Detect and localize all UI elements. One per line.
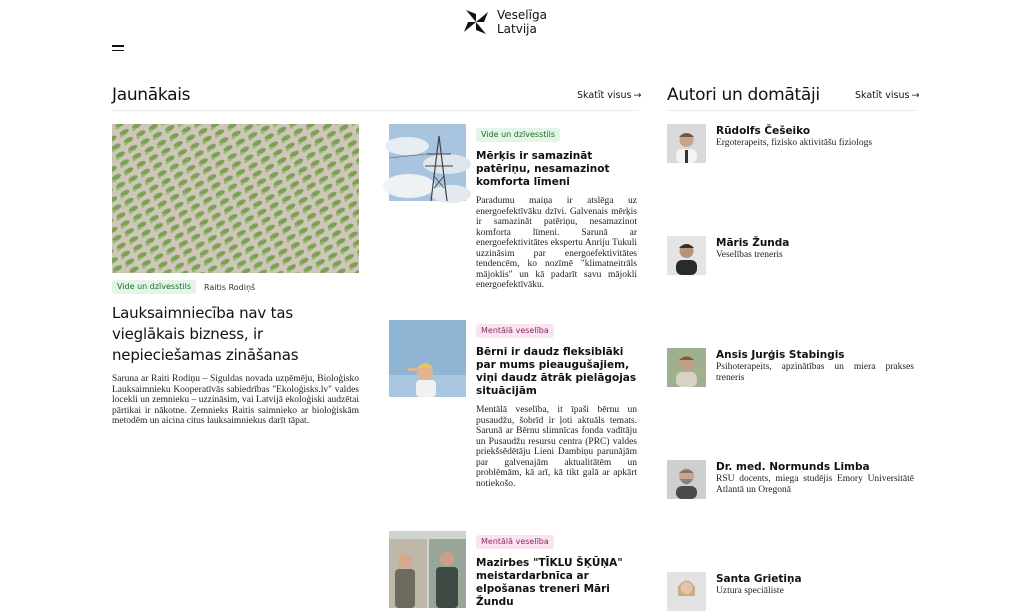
category-tag[interactable]: Vide un dzīvesstils bbox=[476, 128, 560, 142]
power-tower-image bbox=[389, 124, 466, 201]
corn-field-image bbox=[112, 124, 359, 273]
latest-section-title: Jaunākais bbox=[112, 85, 191, 105]
article-title[interactable]: Bērni ir daudz fleksiblāki par mums pieaugušajiem, viņi daudz ātrāk pielāgojas situācijām bbox=[476, 346, 637, 397]
authors-section-title: Autori un domātāji bbox=[667, 85, 820, 105]
category-tag[interactable]: Mentālā veselība bbox=[476, 535, 554, 549]
author-photo bbox=[667, 124, 706, 163]
featured-article-title[interactable]: Lauksaimniecība nav tas vieglākais bizness, ir nepieciešamas zināšanas bbox=[112, 304, 299, 364]
category-tag[interactable]: Vide un dzīvesstils bbox=[112, 280, 196, 294]
article-image[interactable] bbox=[389, 124, 466, 201]
featured-article-excerpt: Saruna ar Raiti Rodiņu – Siguldas novada uzņēmēju, Bioloģisko Lauksaimnieku Kooperatīvās sabiedrības "Ekoloģisks.lv" valdes locekli un zemnieku – uzzināsim, vai Latvijā ekoloģiski audzētai pārtikai ir nākotne. Zemnieks Raitis saimnieko ar bioloģiskām metodēm un aicina citus lauksaimniekus darīt tāpat. bbox=[112, 374, 359, 426]
article-text bbox=[476, 124, 637, 291]
author-photo bbox=[667, 460, 706, 499]
avatar[interactable] bbox=[667, 124, 706, 163]
article-excerpt: Mentālā veselība, it īpaši bērnu un pusaudžu, šobrīd ir ļoti aktuāls temats. Sarunā ar Bērnu slimnīcas fonda vadītāju un Pusaudžu resursu centra (PRC) valdes priekšsēdētāju Lieni Dambiņu parunājām par galvenajām aktualitātēm un problēmām, kā arī, kā tikt galā ar apkārt notiekošo. bbox=[476, 405, 637, 489]
avatar[interactable] bbox=[667, 348, 706, 387]
category-tag[interactable]: Mentālā veselība bbox=[476, 324, 554, 338]
article-image[interactable] bbox=[389, 320, 466, 397]
article-card[interactable] bbox=[389, 124, 637, 304]
author-photo bbox=[667, 236, 706, 275]
authors-see-all-link[interactable] bbox=[855, 90, 919, 101]
article-card[interactable] bbox=[389, 320, 637, 510]
author-name[interactable]: Rūdolfs Češeiko bbox=[716, 125, 811, 137]
see-all-label: Skatīt visus bbox=[577, 90, 632, 101]
author-role: Veselības treneris bbox=[716, 250, 783, 260]
author-role: Ergoterapeits, fizisko aktivitāšu fiziologs bbox=[716, 138, 873, 148]
author-card[interactable] bbox=[667, 460, 917, 500]
article-text bbox=[476, 320, 637, 489]
arrow-right-icon: → bbox=[633, 90, 642, 101]
author-photo bbox=[667, 348, 706, 387]
hamburger-menu-icon[interactable] bbox=[112, 45, 124, 53]
avatar[interactable] bbox=[667, 572, 706, 611]
article-author[interactable]: Raitis Rodiņš bbox=[204, 282, 256, 292]
see-all-label: Skatīt visus bbox=[855, 90, 910, 101]
avatar[interactable] bbox=[667, 236, 706, 275]
author-card[interactable] bbox=[667, 572, 917, 612]
logo-wordmark bbox=[497, 8, 547, 36]
divider bbox=[667, 110, 917, 111]
author-card[interactable] bbox=[667, 124, 917, 164]
author-name[interactable]: Māris Žunda bbox=[716, 237, 790, 249]
pinwheel-logo-icon bbox=[462, 8, 490, 36]
article-title[interactable]: Mazirbes "TĪKLU ŠĶŪŅA" meistardarbnīca ar elpošanas treneri Māri Žundu bbox=[476, 557, 623, 608]
site-logo[interactable] bbox=[462, 8, 547, 36]
author-name[interactable]: Ansis Jurģis Stabingis bbox=[716, 349, 845, 361]
author-name[interactable]: Dr. med. Normunds Limba bbox=[716, 461, 870, 473]
author-photo bbox=[667, 572, 706, 611]
article-excerpt: Paradumu maiņa ir atslēga uz energoefektīvāku dzīvi. Galvenais mērķis ir samazināt patēriņu, nesamazinot komforta līmeni. Sarunā ar energoefektivitātes ekspertu Anriju Tukuli uzzināsim par energoefektivitātes tendencēm, ko nozīmē "klimatneitrāls mājoklis" un kā padarīt savu mājokli energoefektīvāku. bbox=[476, 196, 637, 290]
article-card[interactable] bbox=[389, 531, 637, 608]
menu-bar bbox=[112, 50, 124, 52]
article-image[interactable] bbox=[389, 531, 466, 608]
avatar[interactable] bbox=[667, 460, 706, 499]
author-card[interactable] bbox=[667, 236, 917, 276]
menu-bar bbox=[112, 45, 124, 47]
author-role: RSU docents, miega studējis Emory Universitātē Atlantā un Oregonā bbox=[716, 474, 914, 495]
author-role: Psihoterapeits, apzinātības un miera prakses treneris bbox=[716, 362, 914, 383]
divider bbox=[112, 110, 639, 111]
author-card[interactable] bbox=[667, 348, 917, 388]
arrow-right-icon: → bbox=[911, 90, 920, 101]
group-photo-image bbox=[389, 531, 466, 608]
logo-line-2: Latvija bbox=[497, 22, 537, 36]
author-role: Uztura speciāliste bbox=[716, 586, 784, 596]
article-title[interactable]: Mērķis ir samazināt patēriņu, nesamazinot komforta līmeni bbox=[476, 150, 610, 188]
logo-line-1: Veselīga bbox=[497, 8, 547, 22]
featured-article-image[interactable] bbox=[112, 124, 359, 273]
author-name[interactable]: Santa Grietiņa bbox=[716, 573, 802, 585]
child-portrait-image bbox=[389, 320, 466, 397]
featured-meta bbox=[112, 280, 255, 294]
latest-see-all-link[interactable] bbox=[577, 90, 641, 101]
article-text bbox=[476, 531, 637, 616]
